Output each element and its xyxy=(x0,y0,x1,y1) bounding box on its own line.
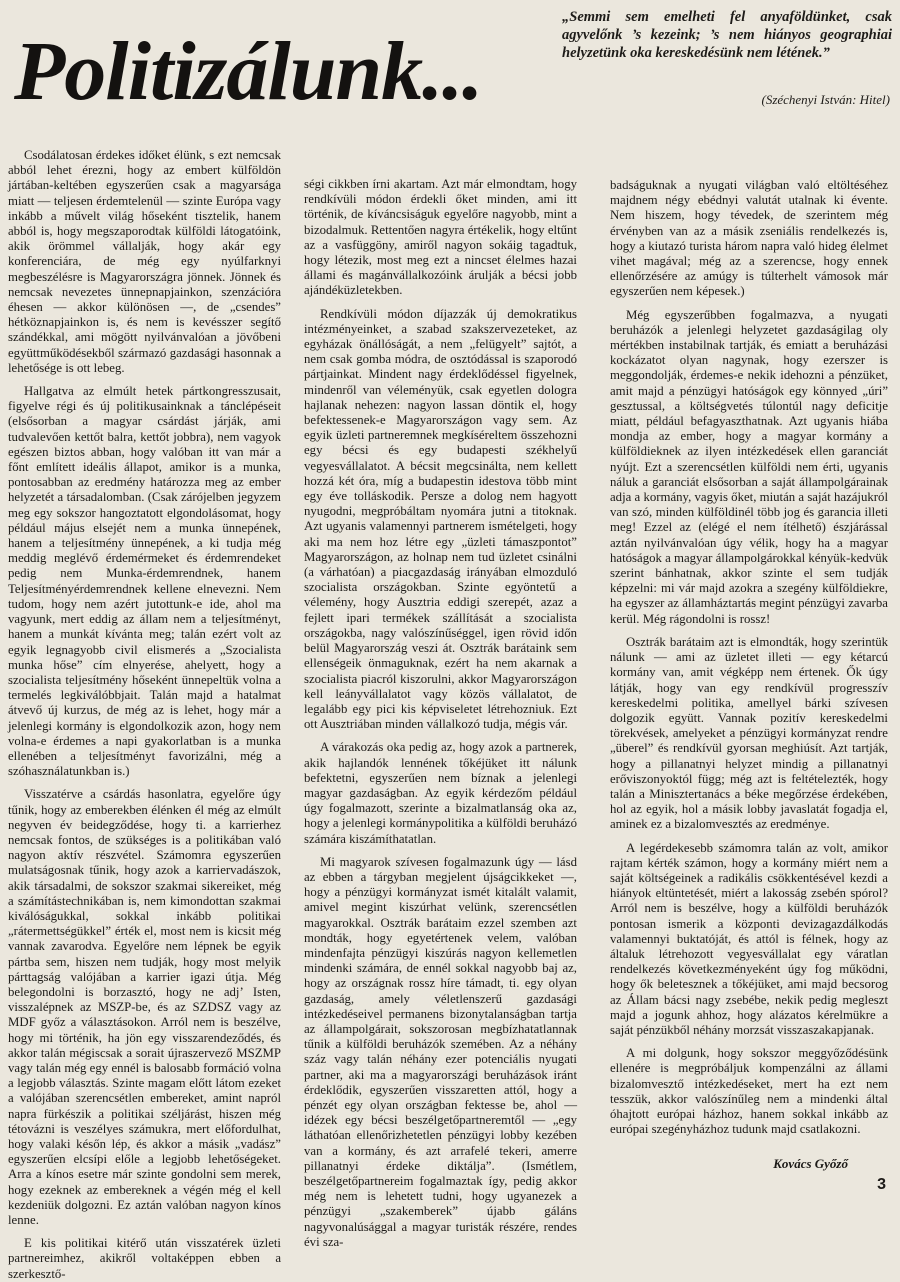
page-number: 3 xyxy=(877,1176,886,1193)
paragraph: Osztrák barátaim azt is elmondták, hogy szerintük nálunk — ami az üzletet illeti — egy kétarcú kormány van, amit végképp nem értenek. Ők úgy látják, hogy van egy rendkívül progresszív kereskedelmi politika, amellyel bárki szívesen dolgozik együtt. Vannak pozitív kereskedelmi törekvések, amelyeket a pénzügyi kormányzat rendre „überel” és rendkívül gyorsan meghiúsít. Azt tartják, hogy a pillanatnyi helyzet mindig a pillanatnyi erőviszonyoktól függ; még azt is feltételezték, hogy talán a Minisztertanács a béke megőrzése érdekében, hol az egyik, hol a másik lobby javaslatát fogadja el, aminek ez a bizalomvesztés az eredménye. xyxy=(610,634,888,832)
paragraph: A mi dolgunk, hogy sokszor meggyőződésünk ellenére is megpróbáljuk kompenzálni az állami bizalomvesztő intézkedéseket, mert ha ezt nem tesszük, akkor valószínűleg nem a mindenki által óhajtott európai házhoz, hanem sokkal inkább az európai szegényházhoz tudunk majd csatlakozni. xyxy=(610,1046,888,1137)
article-column-2 xyxy=(304,177,577,1249)
paragraph: E kis politikai kitérő után visszatérek üzleti partnereimhez, akikről voltaképpen ebben a szerkesztő- xyxy=(8,1236,281,1281)
epigraph-attribution: (Széchenyi István: Hitel) xyxy=(761,92,890,107)
paragraph: ségi cikkben írni akartam. Azt már elmondtam, hogy rendkívüli módon érdekli őket minden, ami itt történik, de kíváncsiságuk egyelőre nagyobb, mint a bizodalmuk. Rettentően nagyra értékelik, hogy eltűnt az a vasfüggöny, amiről nagyon sokáig tagadtuk, hogy létezik, most meg ezt a nincset élelmes hazai állami és magánvállalkozóink árulják a bécsi jobb ajándéküzletekben. xyxy=(304,177,577,298)
article-column-3 xyxy=(610,178,888,1137)
paragraph: Mi magyarok szívesen fogalmazunk úgy — lásd az ebben a tárgyban megjelent újságcikkeket —, hogy a pénzügyi kormányzat ismét kitalált valamit, amivel megint kiszúrhat velünk, szerencsétlen magyarokkal. Osztrák barátaim ezzel szemben azt mondták, hogy egyetértenek velem, valóban mindenfajta pénzügyi kiszúrás nagyon kellemetlen mindenki számára, de ennél sokkal nagyobb baj az, hogy az országnak rossz híre támadt, ti. egy olyan gazdaság, amely véletlenszerű gazdasági intézkedéseivel permanens bizonytalanságban tartja az állampolgárait, sokszorosan megbízhatatlannak tűnik a külföldi beruházók szemében. Az a néhány száz vagy talán néhány ezer potenciális nyugati partner, aki ma a magyarországi beruházások iránt érdeklődik, egyszerűen visszaretten attól, hogy a pénzét egy olyan országban fektesse be, ahol — idézek egy bécsi beszélgetőpartneremtől — „egy láthatóan ellenőrizhetetlen pénzügyi lobby kezében van a kormány, és azt arrafelé tekeri, amerre pillanatnyi érdeke diktálja”. (Ismétlem, beszélgetőpartnereim fogalmaztak így, pedig akkor még nem is lehetett tudni, hogy ugyanezek a pénzügyi „szakemberek” újabb gáláns nagyvonalúsággal a magyar turisták részére, rendes évi sza- xyxy=(304,854,577,1249)
paragraph: Csodálatosan érdekes időket élünk, s ezt nemcsak abból lehet érezni, hogy az embert külföldön jártában-keltében egyszerűen csak a magyarsága miatt — teljesen érdemtelenül — szinte Európa vagy inkább a művelt világ hőseként tisztelik, hanem abból is, hogy megszaporodtak külföldi látogatóink, akik örömmel vállalják, hogy akár egy konferenciára, de még egy nyúlfarknyi megbeszélésre is Magyarországra jönnek. Jönnek és nemcsak nevezetes ünnepnapjainkon, szenzációra éhesen — akkor különösen —, de „csendes” hétköznapjainkon is, és nem is kevésszer segítő szándékkal, ami mögött nyilvánvalóan a jövőbeni együttműködésekből származó gazdasági hasonnak a lehetősége is ott lebeg. xyxy=(8,148,281,375)
paragraph: Rendkívüli módon díjazzák új demokratikus intézményeinket, a szabad szakszervezeteket, az egyházak önállóságát, a nem „felügyelt” sajtót, a nem csak gomba módra, de osztódással is szaporodó pártjainkat. Mindent nagy érdeklődéssel figyelnek, mindenről van véleményük, csak egyetlen dologra hajlanak nehezen: nagyon lassan döntik el, hogy befektessenek-e Magyarországon vagy sem. Az egyik üzleti partneremnek megkíséreltem összehozni egy bécsi és egy budapesti székhelyű vegyesvállalatot. A bécsit megcsinálta, nem kellett hozzá két óra, míg a budapestin idestova több mint egy éve tolláskodik. Persze a dolog nem hagyott nyugodni, megpróbáltam nyomára jutni a titoknak. Azt ugyanis valamennyi partnerem ismételgeti, hogy aki ma nem hoz létre egy „üzleti támaszpontot” Magyarországon, az holnap nem tud üzletet csinálni (a várhatóan) a piacgazdaság irányában elmozduló szocialista országokban. Szinte egyöntetű a vélemény, hogy Ausztria eddigi szerepét, azaz a fejlett ipari termékek szállítását a szocialista országokba, nagy valószínűséggel, igen rövid időn belül Magyarország veszi át. Osztrák barátaink sem ellenségeik önmaguknak, ezért ha nem akarnak a szocialista piacról kiszorulni, akkor Magyarországon kell leányvállalatot vagy közös vállalatot, de legalább egy pici kis képviseletet létrehozniuk. Ezt ott Ausztriában minden vállalkozó tudja, mégis vár. xyxy=(304,306,577,732)
paragraph: Visszatérve a csárdás hasonlatra, egyelőre úgy tűnik, hogy az emberekben élénken él még az elmúlt negyven év beidegződése, hogy ti. a karrierhez nemcsak fontos, de szükséges is a politikában való nagyon aktív részvétel. Számomra egyszerűen mulatságosnak tűnik, hogy azok a karriervadászok, akik társadalmi, de sokszor szakmai sikereiket, még a számítástechnikában is, nem kimondottan szakmai kiválóságukkal, sokkal inkább politikai „rátermettségükkel” érték el, most nem is kicsit még vannak zavarodva. Egyelőre nem lépnek be egyik pártba sem, hiszen nem tudják, hogy most melyik párttagság valójában a karrier igazi útja. Még belegondolni is borzasztó, hogy ne adj’ Isten, visszalépnek az MSZP-be, és az SZDSZ vagy az MDF győz a választásokon. Arról nem is beszélve, hogy mi történik, ha jön egy visszarendeződés, és akkor talán mégiscsak a sorait újraszervező MSZMP vagy talán még egy ennél is balosabb formáció volna a legjobb választás. Szinte magam előtt látom ezeket a valójában szerencsétlen embereket, amint napról napra fürkészik a politikai széljárást, hiszen még tétovázni is veszélyes számukra, mert előfordulhat, hogy valaki későn lép, és akkor a másik „vadász” egyszerűen elcsípi előle a legjobb lehetőségeket. Arra a kínos esetre már szinte gondolni sem merek, hogy ezeknek az embereknek a végén még el kell kezdeniük dolgozni. Ez aztán valóban nagyon kínos lenne. xyxy=(8,787,281,1228)
article-title: Politizálunk... xyxy=(14,25,483,118)
paragraph: Még egyszerűbben fogalmazva, a nyugati beruházók a jelenlegi helyzetet gazdaságilag oly mértékben instabilnak tartják, és emiatt a beruházási kockázatot olyan nagynak, hogy ezerszer is meggondolják, érdemes-e nekik idehozni a pénzüket, amit majd a pénzügyi hatóságok egy könnyed „úri” gesztussal, a költségvetés túlontúl nagy deficitje miatt, például befagyaszthatnak. Azt ugyanis hiába mondja az ember, hogy a magyar kormány a külföldieknek az ilyen intézkedések ellen garanciát nyújt. Ezt a szerencsétlen külföldi nem érti, ugyanis náluk a garanciát elsősorban a saját állampolgárainak adja a kormány, vagyis őket, miután a saját hazájukról van szó, minden külföldinél több jog és garancia illeti meg! Ezzel az (elégé el nem ítélhető) észjárással aztán nyilvánvalóan úgy vélik, hogy ha a magyar hatóságok a magyar állampolgárokkal kényük-kedvük szerint bánhatnak, akkor szinte el sem tudják képzelni: mi vár majd azokra a szegény külföldiekre, ha egyszer az államháztartás megint pénzügyi zavarba kerül. Még rágondolni is rossz! xyxy=(610,307,888,626)
paragraph: Hallgatva az elmúlt hetek pártkongresszusait, figyelve régi és új politikusainknak a tánclépéseit (elsősorban a magyar csárdást járják, ami tudvalevően kettőt balra, kettőt jobbra), nem vagyok egészen biztos abban, hogy valóban itt van már a főnt említett ideális állapot, amikor is a munka, pontosabban az eredmény határozza meg az ember helyzetét a társadalomban. (Csak zárójelben jegyzem meg egy sokszor hangoztatott elgondolásomat, hogy például május elsejét nem a munka ünnepének, hanem a teljesítmény ünnepének, a ki tudja még meddig meglévő érdemérmeket és érdemrendeket pedig nem Munka-érdemrendnek, hanem Teljesítményérdemrendnek kellene elneveznі. Nem tudom, hogy nem azért jutottunk-e ide, ahol ma vagyunk, mert eddig az állam nem a teljesítményt, hanem a munkát kívánta meg; talán ezért volt az egyik legnagyobb civil elismerés a „Szocialista munka hőse” cím elnyerése, ahelyett, hogy a szocialista teljesítmény hőseként ünnepeltük volna a termelés legkiválóbbjait. Talán majd a hatalmat átvevő új kurzus, de még az is lehet, hogy már a jelenlegi kormány is elgondolkozik azon, hogy nem volna-e érdemes a napi gyakorlatban is a munka ellenében a teljesítményt favorizálni, még a szóhasználatunkban is.) xyxy=(8,384,281,779)
article-column-1 xyxy=(8,148,281,1281)
paragraph: A legérdekesebb számomra talán az volt, amikor rajtam kérték számon, hogy a kormány miért nem a saját költségeinek a radikális csökkentésével kezdi a hiányok eltüntetését, miért a lakosság zsebén spórol? Arról nem is beszélve, hogy a külföldi beruházók pontosan ismerik a központi devizagazdálkodás valamennyi buktatóját, és attól is félnek, hogy az általuk létrehozott vegyesvállalat egy váratlan rendelkezés következményeként úgy fog működni, hogy ők beletesznek a tőkéjüket, ami majd becsorog az Állam bácsi nagy zsebébe, nekik pedig megleszt majd a jogunk ahhoz, hogy alázatos kérelmükre a saját pénzükből néhány morzsát visszaszakapjanak. xyxy=(610,840,888,1037)
paragraph: badságuknak a nyugati világban való eltöltéséhez majdnem négy ebédnyi valutát utalnak ki évente. Nem hiszem, hogy tévedek, de szerintem még érvényben van az a másik zseniális rendelkezés is, hogy a kiutazó turista három napra való hideg élelmet vihet magával; még az a szerencse, hogy ennek ellenőrzésére az amúgy is túlterhelt vámosok már egyszerűen nem képesek.) xyxy=(610,178,888,299)
paragraph: A várakozás oka pedig az, hogy azok a partnerek, akik hajlandók lennének tőkéjüket itt nálunk befektetni, egyszerűen nem bíznak a jelenlegi magyar gazdaságban. Az egyik kérdezőm például úgy fogalmazott, szerinte a bizalmatlanság oka az, hogy a jelenlegi kormánypolitika a külföldi beruházó számára kiszámíthatatlan. xyxy=(304,740,577,846)
author-signature: Kovács Győző xyxy=(773,1156,848,1171)
epigraph-quote: „Semmi sem emelheti fel anyaföldünket, csak agyvelőnk ’s kezeink; ’s nem hiányos geographiai helyzetünk oka kereskedésünk nem létének.” xyxy=(562,9,892,61)
